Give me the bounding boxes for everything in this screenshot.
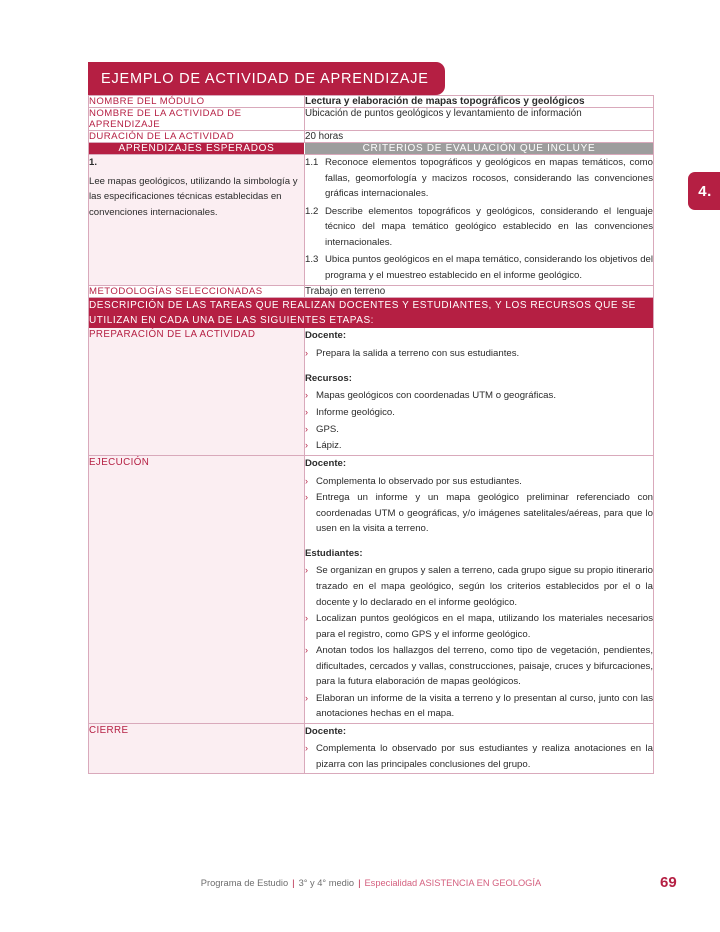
group-role: Estudiantes:: [305, 547, 363, 559]
list-item-text: Anotan todos los hallazgos del terreno, como tipo de vegetación, pendientes, dificultades, cercados y vallas, construcciones, paisaje, cruces y bifurcaciones, para la futura elaboración de mapas geológicos.: [316, 645, 653, 688]
list-item: [305, 346, 653, 362]
page-number: 69: [660, 874, 677, 891]
criterio-key: 1.1: [305, 157, 319, 168]
table-row: [89, 298, 654, 329]
row-label-modulo: NOMBRE DEL MÓDULO: [89, 96, 305, 108]
footer-level: 3° y 4° medio: [298, 878, 355, 888]
chevron-right-icon: ›: [305, 645, 308, 656]
criterio-item: [305, 252, 653, 283]
etapa-label-ejecucion: EJECUCIÓN: [89, 456, 305, 724]
list-item: [305, 643, 653, 690]
table-header-row: [89, 143, 654, 155]
page-footer: [88, 878, 654, 888]
table-row: [89, 155, 654, 286]
criterio-text: Describe elementos topográficos y geológicos, considerando el lenguaje técnico del mapa temático geológico establecido en las convenciones internacionales.: [325, 205, 653, 248]
list-item: [305, 422, 653, 438]
list-item: [305, 611, 653, 642]
row-value-metodologias: Trabajo en terreno: [305, 286, 654, 298]
chevron-right-icon: ›: [305, 440, 308, 451]
section-tab-label: 4.: [698, 182, 712, 200]
table-row: [89, 96, 654, 108]
group-role: Docente:: [305, 458, 347, 470]
table-row: [89, 328, 654, 455]
etapa-body-cierre: [305, 723, 654, 774]
aprendizaje-text: Lee mapas geológicos, utilizando la simbología y las especificaciones técnicas establecidas en convenciones internacionales.: [89, 175, 298, 218]
criterio-text: Ubica puntos geológicos en el mapa temático, considerando los objetivos del programa y el muestreo establecido en el informe geológico.: [325, 254, 653, 281]
list-item-text: Complementa lo observado por sus estudiantes y realiza anotaciones en la pizarra con las principales conclusiones del grupo.: [316, 743, 653, 770]
page-title: EJEMPLO DE ACTIVIDAD DE APRENDIZAJE: [88, 62, 445, 95]
list-item: [305, 405, 653, 421]
row-label-actividad: NOMBRE DE LA ACTIVIDAD DE APRENDIZAJE: [89, 108, 305, 131]
footer-specialty: Especialidad ASISTENCIA EN GEOLOGÍA: [364, 878, 542, 888]
row-label-duracion: DURACIÓN DE LA ACTIVIDAD: [89, 131, 305, 143]
footer-separator: |: [358, 878, 361, 888]
list-item: [305, 691, 653, 722]
chevron-right-icon: ›: [305, 565, 308, 576]
chevron-right-icon: ›: [305, 492, 308, 503]
row-value-duracion: 20 horas: [305, 131, 654, 143]
table-row: [89, 108, 654, 131]
descripcion-band: DESCRIPCIÓN DE LAS TAREAS QUE REALIZAN DOCENTES Y ESTUDIANTES, Y LOS RECURSOS QUE SE UTILIZAN EN CADA UNA DE LAS SIGUIENTES ETAPAS:: [89, 298, 654, 329]
criterio-text: Reconoce elementos topográficos y geológicos en mapas temáticos, como fallas, geomorfología y macizos rocosos, considerando las convenciones gráficas internacionales.: [325, 157, 653, 200]
list-item: [305, 741, 653, 772]
list-item-text: GPS.: [316, 423, 339, 435]
etapa-body-ejecucion: [305, 456, 654, 724]
footer-program: Programa de Estudio: [200, 878, 289, 888]
etapa-label-cierre: CIERRE: [89, 723, 305, 774]
list-item: [305, 490, 653, 537]
group-role: Docente:: [305, 330, 347, 342]
header-aprendizajes-esperados: APRENDIZAJES ESPERADOS: [89, 143, 305, 155]
aprendizaje-number: 1.: [89, 157, 98, 168]
footer-separator: |: [292, 878, 295, 888]
criterio-key: 1.2: [305, 205, 319, 217]
chevron-right-icon: ›: [305, 743, 308, 754]
row-label-metodologias: METODOLOGÍAS SELECCIONADAS: [89, 286, 305, 298]
criterio-item: [305, 204, 653, 251]
chevron-right-icon: ›: [305, 613, 308, 624]
table-row: [89, 131, 654, 143]
chevron-right-icon: ›: [305, 692, 308, 703]
chevron-right-icon: ›: [305, 406, 308, 417]
row-value-modulo: Lectura y elaboración de mapas topográficos y geológicos: [305, 96, 654, 108]
list-item-text: Complementa lo observado por sus estudiantes.: [316, 475, 522, 487]
list-item-text: Se organizan en grupos y salen a terreno, cada grupo sigue su propio itinerario trazado en el mapa geológico, según los criterios establecidos por el o la docente y lo declarado en el informe geológico.: [316, 565, 653, 608]
etapa-label-preparacion: PREPARACIÓN DE LA ACTIVIDAD: [89, 328, 305, 455]
chevron-right-icon: ›: [305, 347, 308, 358]
chevron-right-icon: ›: [305, 475, 308, 486]
list-item: [305, 474, 653, 490]
list-item: [305, 388, 653, 404]
group-role: Recursos:: [305, 372, 352, 384]
list-item-text: Lápiz.: [316, 440, 342, 452]
list-item-text: Localizan puntos geológicos en el mapa, utilizando los materiales necesarios para el registro, como GPS y el informe geológico.: [316, 613, 653, 640]
list-item-text: Informe geológico.: [316, 406, 395, 418]
list-item: [305, 563, 653, 610]
activity-content: [88, 62, 654, 774]
chevron-right-icon: ›: [305, 423, 308, 434]
header-criterios-evaluacion: CRITERIOS DE EVALUACIÓN QUE INCLUYE: [305, 143, 654, 155]
criterio-key: 1.3: [305, 254, 319, 266]
section-tab-marker: [688, 172, 720, 210]
etapa-body-preparacion: [305, 328, 654, 455]
chevron-right-icon: ›: [305, 390, 308, 401]
row-value-actividad: Ubicación de puntos geológicos y levantamiento de información: [305, 108, 654, 131]
list-item-text: Mapas geológicos con coordenadas UTM o geográficas.: [316, 390, 556, 402]
table-row: [89, 286, 654, 298]
aprendizaje-cell: [89, 155, 305, 286]
list-item: [305, 438, 653, 454]
table-row: [89, 723, 654, 774]
list-item-text: Prepara la salida a terreno con sus estudiantes.: [316, 347, 520, 359]
activity-table: [88, 95, 654, 774]
list-item-text: Elaboran un informe de la visita a terreno y lo presentan al curso, junto con las anotaciones hechas en el mapa.: [316, 692, 653, 720]
criterios-cell: [305, 155, 654, 286]
list-item-text: Entrega un informe y un mapa geológico preliminar referenciado con coordenadas UTM o geográficas, y/o imágenes satelitales/aéreas, para que lo usen en la visita a terreno.: [316, 492, 653, 535]
criterio-item: [305, 155, 653, 202]
group-role: Docente:: [305, 725, 347, 737]
table-row: [89, 456, 654, 724]
